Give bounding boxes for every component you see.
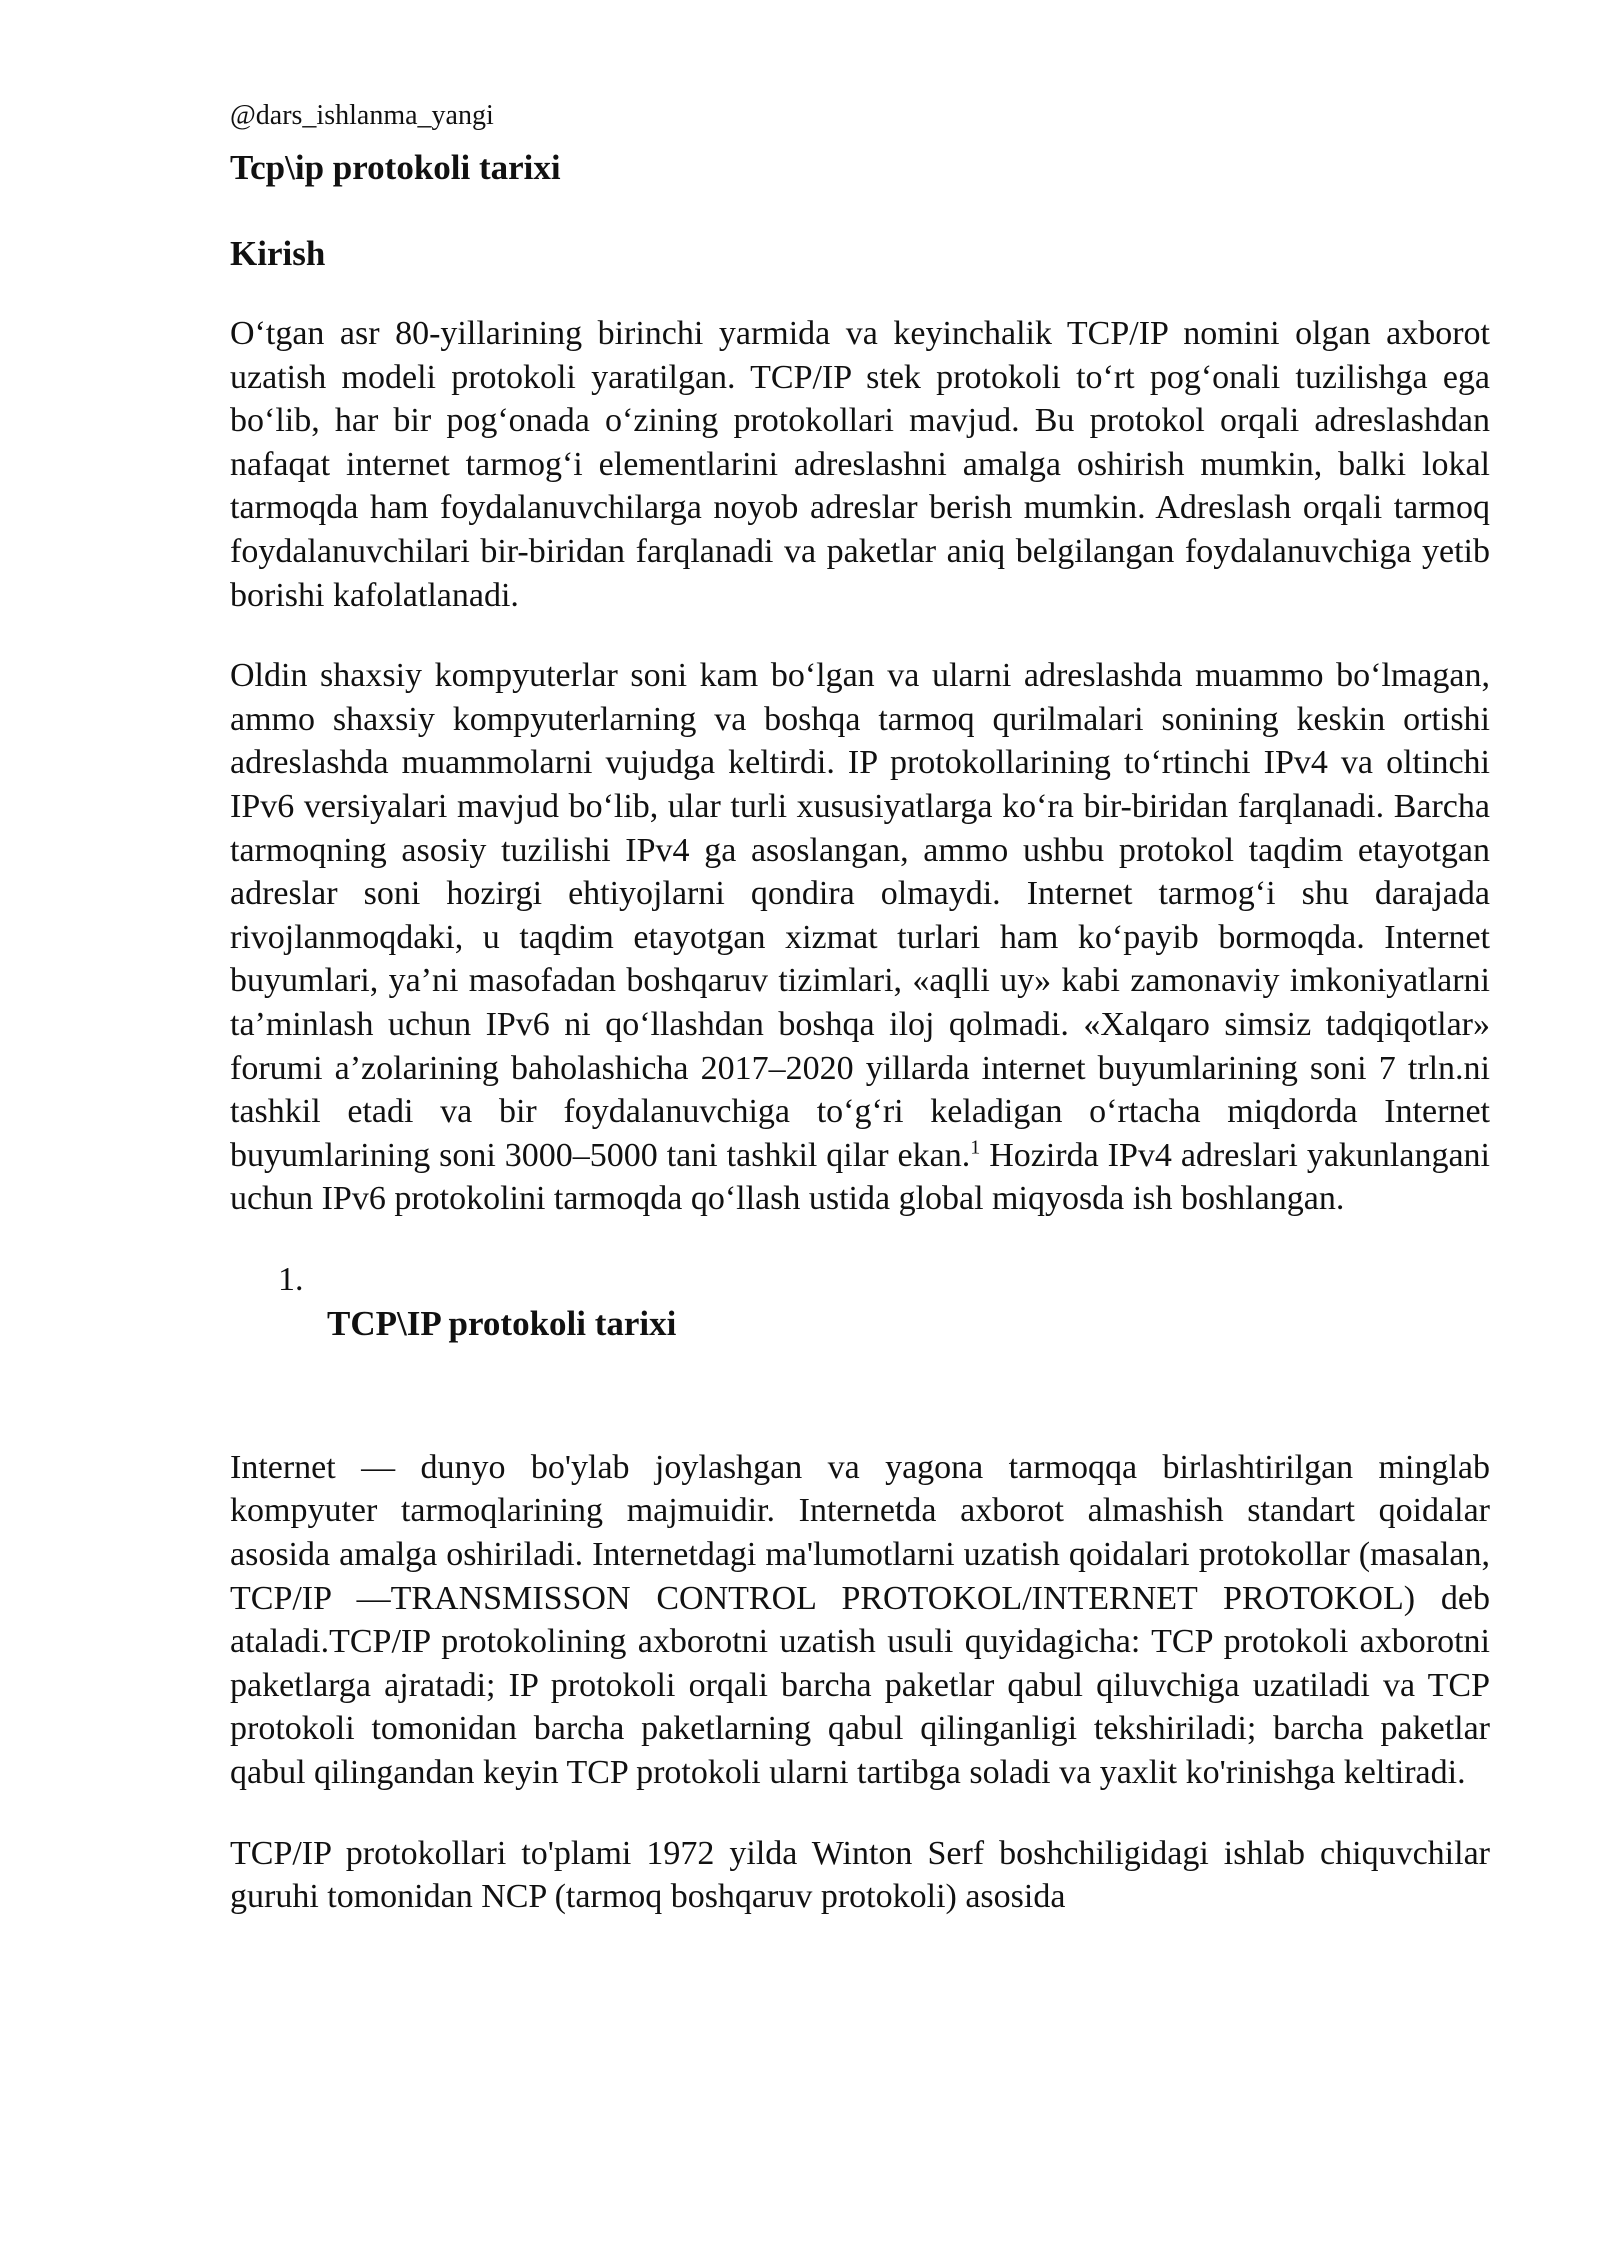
document-page [230,96,1490,1919]
paragraph-internet: Internet — dunyo bo'ylab joylashgan va yagona tarmoqqa birlashtirilgan minglab kompyuter tarmoqlarining majmuidir. Internetda axborot almashish standart qoidalar asosida amalga oshiriladi. Internetdagi ma'lumotlarni uzatish qoidalari protokollar (masalan, TCP/IP —TRANSMISSON CONTROL PROTOKOL/INTERNET PROTOKOL) deb ataladi.TCP/IP protokolining axborotni uzatish usuli quyidagicha: TCP protokoli axborotni paketlarga ajratadi; IP protokoli orqali barcha paketlar qabul qiluvchiga uzatiladi va TCP protokoli tomonidan barcha paketlarning qabul qilinganligi tekshiriladi; barcha paketlar qabul qilingandan keyin TCP protokoli ularni tartibga soladi va yaxlit ko'rinishga keltiradi. [230,1448,1490,1792]
section-1-heading [230,1258,1490,1346]
paragraph-ip-versions [230,654,1490,1221]
footnote-marker[interactable]: 1 [970,1136,981,1159]
section-1-number: 1. [278,1260,304,1298]
paragraph-ip-versions-main: Oldin shaxsiy kompyuterlar soni kam bo‘lgan va ularni adreslashda muammo bo‘lmagan, ammo shaxsiy kompyuterlarning va boshqa tarmoq qurilmalari sonining keskin ortishi adreslashda muammolarni vujudga keltirdi. IP protokollarining to‘rtinchi IPv4 va oltinchi IPv6 versiyalari mavjud bo‘lib, ular turli xususiyatlarga ko‘ra bir-biridan farqlanadi. Barcha tarmoqning asosiy tuzilishi IPv4 ga asoslangan, ammo ushbu protokol taqdim etayotgan adreslar soni hozirgi ehtiyojlarni qondira olmaydi. Internet tarmog‘i shu darajada rivojlanmoqdaki, u taqdim etayotgan xizmat turlari ham ko‘payib bormoqda. Internet buyumlari, ya’ni masofadan boshqaruv tizimlari, «aqlli uy» kabi zamonaviy imkoniyatlarni ta’minlash uchun IPv6 ni qo‘llashdan boshqa iloj qolmadi. «Xalqaro simsiz tadqiqotlar» forumi a’zolarining baholashicha 2017–2020 yillarda internet buyumlarining soni 7 trln.ni tashkil etadi va bir foydalanuvchiga to‘g‘ri keladigan o‘rtacha miqdorda Internet buyumlarining soni 3000–5000 tani tashkil qilar ekan. [230,657,1490,1174]
intro-heading: Kirish [230,234,326,273]
paragraph-ip-versions-tail: Hozirda IPv4 adreslari yakunlangani uchun IPv6 protokolini tarmoqda qo‘llash ustida global miqyosda ish boshlangan. [230,1136,1490,1218]
channel-handle: @dars_ishlanma_yangi [230,100,494,131]
document-title: Tcp\ip protokoli tarixi [230,148,561,187]
paragraph-tcpip-history: TCP/IP protokollari to'plami 1972 yilda Winton Serf boshchiligidagi ishlab chiquvchilar guruhi tomonidan NCP (tarmoq boshqaruv protokoli) asosida [230,1834,1490,1916]
section-1-title: TCP\IP protokoli tarixi [327,1303,677,1343]
paragraph-intro: O‘tgan asr 80-yillarining birinchi yarmida va keyinchalik TCP/IP nomini olgan axborot uzatish modeli protokoli yaratilgan. TCP/IP stek protokoli to‘rt pog‘onali tuzilishga ega bo‘lib, har bir pog‘onada o‘zining protokollari mavjud. Bu protokol orqali adreslashdan nafaqat internet tarmog‘i elementlarini adreslashni amalga oshirish mumkin, balki lokal tarmoqda ham foydalanuvchilarga noyob adreslar berish mumkin. Adreslash orqali tarmoq foydalanuvchilari bir-biridan farqlanadi va paketlar aniq belgilangan foydalanuvchiga yetib borishi kafolatlanadi. [230,315,1490,614]
